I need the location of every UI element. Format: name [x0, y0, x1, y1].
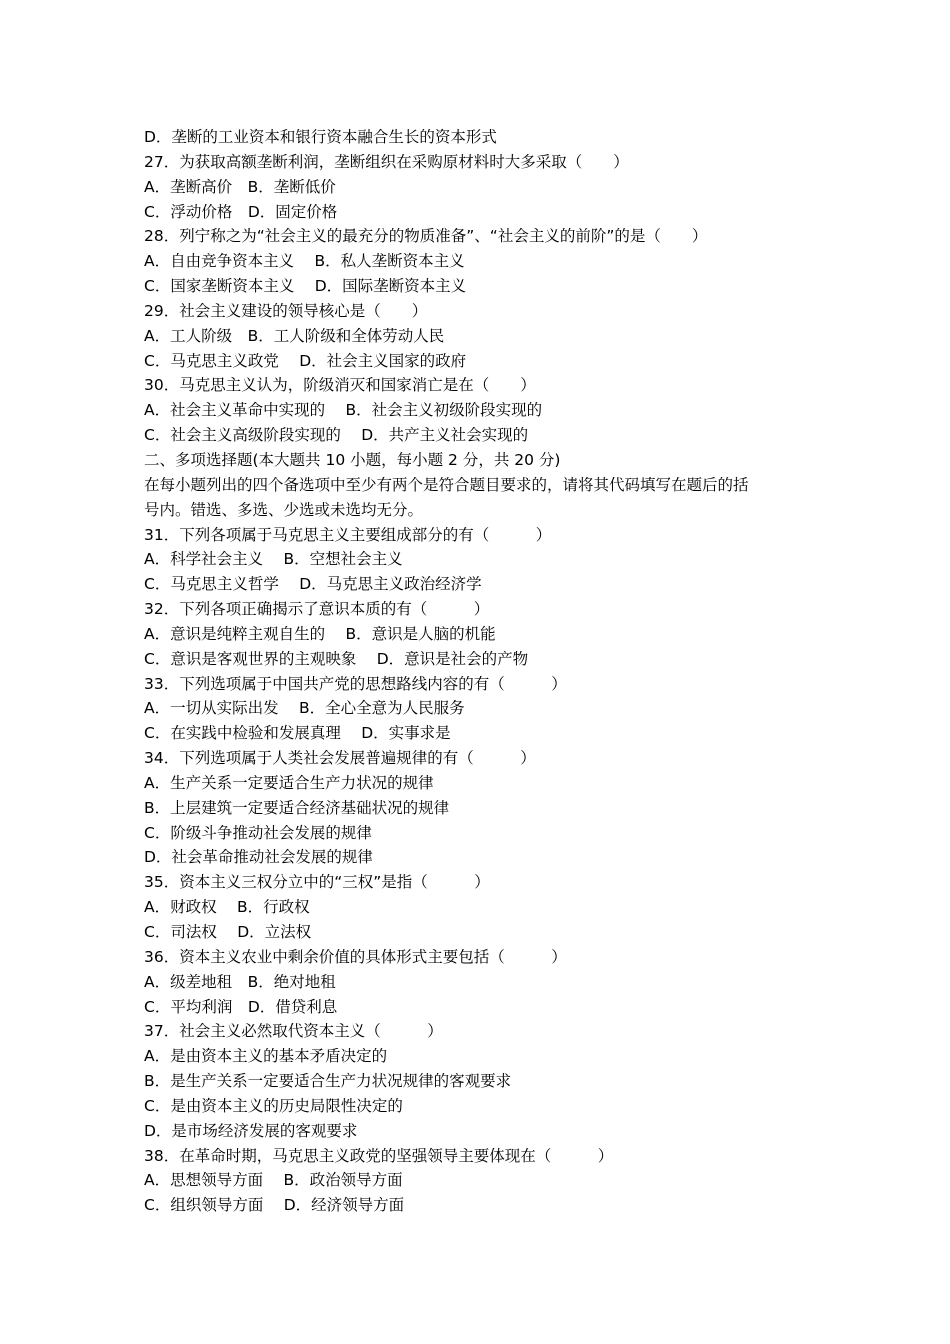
section-instructions-line-1: 在每小题列出的四个备选项中至少有两个是符合题目要求的，请将其代码填写在题后的括	[144, 475, 749, 494]
options-29-cd: C．马克思主义政党 D．社会主义国家的政府	[144, 351, 467, 370]
option-34-c: C．阶级斗争推动社会发展的规律	[144, 823, 372, 842]
options-36-ab: A．级差地租 B．绝对地租	[144, 972, 336, 991]
options-27-ab: A．垄断高价 B．垄断低价	[144, 177, 336, 196]
option-37-a: A．是由资本主义的基本矛盾决定的	[144, 1047, 388, 1066]
options-38-ab: A．思想领导方面 B．政治领导方面	[144, 1171, 403, 1190]
question-30: 30．马克思主义认为，阶级消灭和国家消亡是在（ ）	[144, 376, 536, 395]
option-37-c: C．是由资本主义的历史局限性决定的	[144, 1096, 403, 1115]
options-38-cd: C．组织领导方面 D．经济领导方面	[144, 1196, 405, 1215]
option-34-a: A．生产关系一定要适合生产力状况的规律	[144, 773, 434, 792]
question-35: 35．资本主义三权分立中的“三权”是指（ ）	[144, 873, 490, 892]
section-heading-multiple-choice: 二、多项选择题(本大题共 10 小题，每小题 2 分，共 20 分)	[144, 450, 561, 469]
question-37: 37．社会主义必然取代资本主义（ ）	[144, 1022, 443, 1041]
option-34-d: D．社会革命推动社会发展的规律	[144, 848, 373, 867]
options-35-cd: C．司法权 D．立法权	[144, 923, 312, 941]
question-33: 33．下列选项属于中国共产党的思想路线内容的有（ ）	[144, 674, 567, 693]
options-31-ab: A．科学社会主义 B．空想社会主义	[144, 550, 403, 569]
question-38: 38．在革命时期，马克思主义政党的坚强领导主要体现在（ ）	[144, 1146, 614, 1165]
section-instructions-line-2: 号内。错选、多选、少选或未选均无分。	[144, 500, 424, 519]
options-30-ab: A．社会主义革命中实现的 B．社会主义初级阶段实现的	[144, 401, 543, 420]
options-32-ab: A．意识是纯粹主观自生的 B．意识是人脑的机能	[144, 624, 496, 643]
option-26-d: D．垄断的工业资本和银行资本融合生长的资本形式	[144, 128, 497, 146]
options-29-ab: A．工人阶级 B．工人阶级和全体劳动人民	[144, 326, 445, 345]
question-31: 31．下列各项属于马克思主义主要组成部分的有（ ）	[144, 525, 552, 544]
options-31-cd: C．马克思主义哲学 D．马克思主义政治经济学	[144, 575, 482, 594]
question-34: 34．下列选项属于人类社会发展普遍规律的有（ ）	[144, 749, 536, 768]
options-28-ab: A．自由竞争资本主义 B．私人垄断资本主义	[144, 252, 465, 271]
option-37-b: B．是生产关系一定要适合生产力状况规律的客观要求	[144, 1072, 512, 1091]
option-34-b: B．上层建筑一定要适合经济基础状况的规律	[144, 798, 450, 817]
options-33-cd: C．在实践中检验和发展真理 D．实事求是	[144, 724, 451, 743]
question-36: 36．资本主义农业中剩余价值的具体形式主要包括（ ）	[144, 947, 567, 966]
question-29: 29．社会主义建设的领导核心是（ ）	[144, 301, 428, 320]
options-36-cd: C．平均利润 D．借贷利息	[144, 997, 338, 1016]
question-27: 27．为获取高额垄断利润，垄断组织在采购原材料时大多采取（ ）	[144, 152, 629, 171]
question-32: 32．下列各项正确揭示了意识本质的有（ ）	[144, 600, 490, 619]
option-37-d: D．是市场经济发展的客观要求	[144, 1121, 358, 1140]
options-33-ab: A．一切从实际出发 B．全心全意为人民服务	[144, 699, 465, 718]
options-27-cd: C．浮动价格 D．固定价格	[144, 202, 338, 221]
options-35-ab: A．财政权 B．行政权	[144, 898, 310, 917]
document-body	[144, 125, 804, 1218]
options-32-cd: C．意识是客观世界的主观映象 D．意识是社会的产物	[144, 649, 529, 668]
options-30-cd: C．社会主义高级阶段实现的 D．共产主义社会实现的	[144, 426, 529, 445]
question-28: 28．列宁称之为“社会主义的最充分的物质准备”、“社会主义的前阶”的是（ ）	[144, 227, 708, 246]
options-28-cd: C．国家垄断资本主义 D．国际垄断资本主义	[144, 277, 467, 296]
